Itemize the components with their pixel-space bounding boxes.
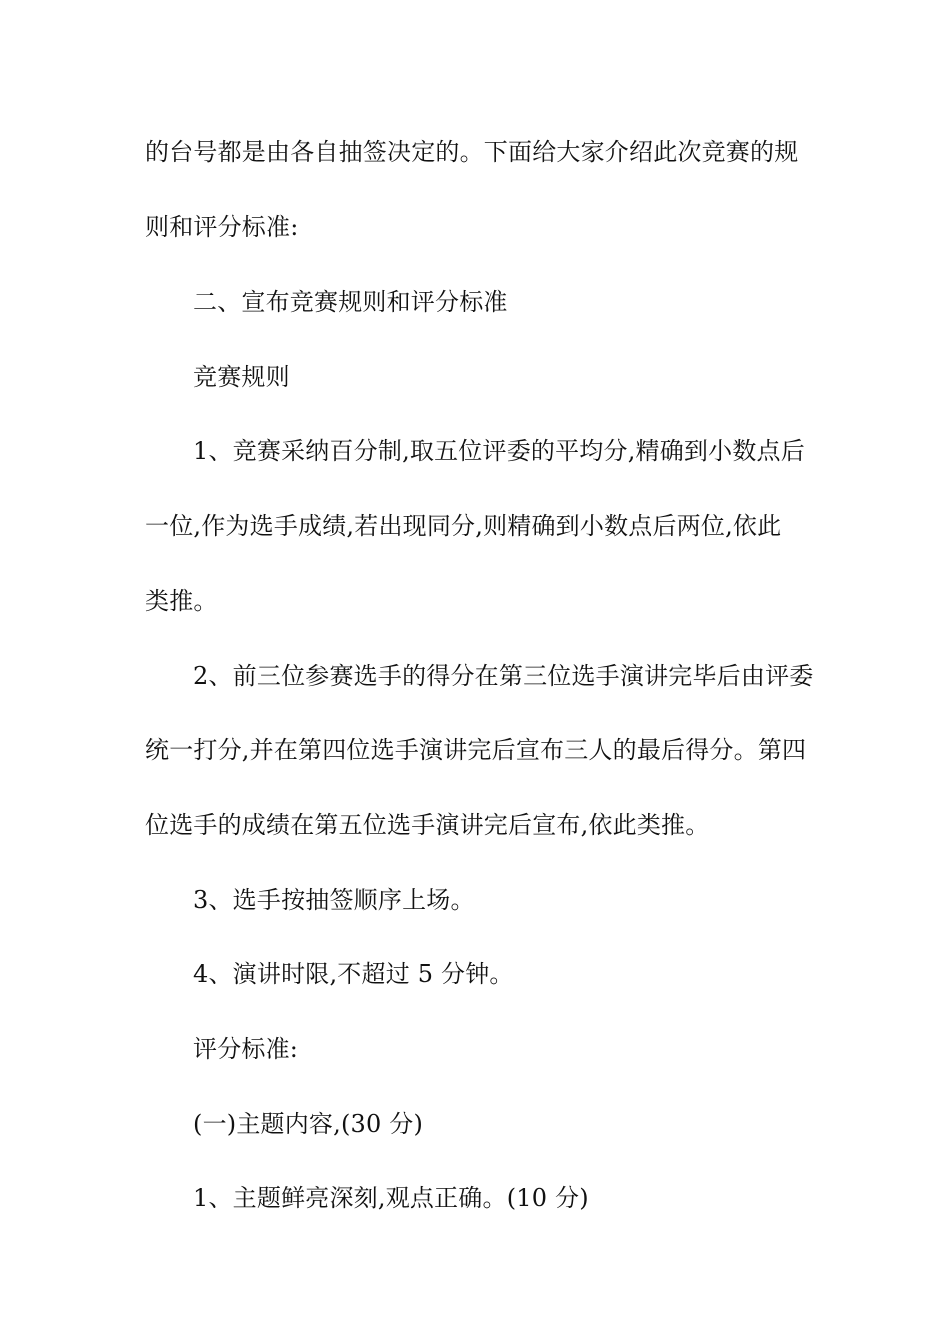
section-heading: 二、宣布竞赛规则和评分标准 — [193, 288, 508, 316]
rule-item: 2、前三位参赛选手的得分在第三位选手演讲完毕后由评委 — [193, 662, 814, 690]
subsection-heading: 评分标准: — [193, 1035, 299, 1063]
rule-item: 4、演讲时限,不超过 5 分钟。 — [193, 960, 514, 988]
text-line: 位选手的成绩在第五位选手演讲完后宣布,依此类推。 — [145, 811, 710, 839]
criteria-item: 1、主题鲜亮深刻,观点正确。(10 分) — [193, 1184, 589, 1212]
text-line: 则和评分标准: — [145, 213, 299, 241]
rule-item: 3、选手按抽签顺序上场。 — [193, 886, 475, 914]
rule-item: 1、竞赛采纳百分制,取五位评委的平均分,精确到小数点后 — [193, 437, 805, 465]
text-line: 的台号都是由各自抽签决定的。下面给大家介绍此次竞赛的规 — [145, 138, 799, 166]
criteria-heading: (一)主题内容,(30 分) — [193, 1110, 424, 1138]
subsection-heading: 竞赛规则 — [193, 363, 290, 391]
text-line: 一位,作为选手成绩,若出现同分,则精确到小数点后两位,依此 — [145, 512, 782, 540]
text-line: 统一打分,并在第四位选手演讲完后宣布三人的最后得分。第四 — [145, 736, 807, 764]
text-line: 类推。 — [145, 587, 218, 615]
